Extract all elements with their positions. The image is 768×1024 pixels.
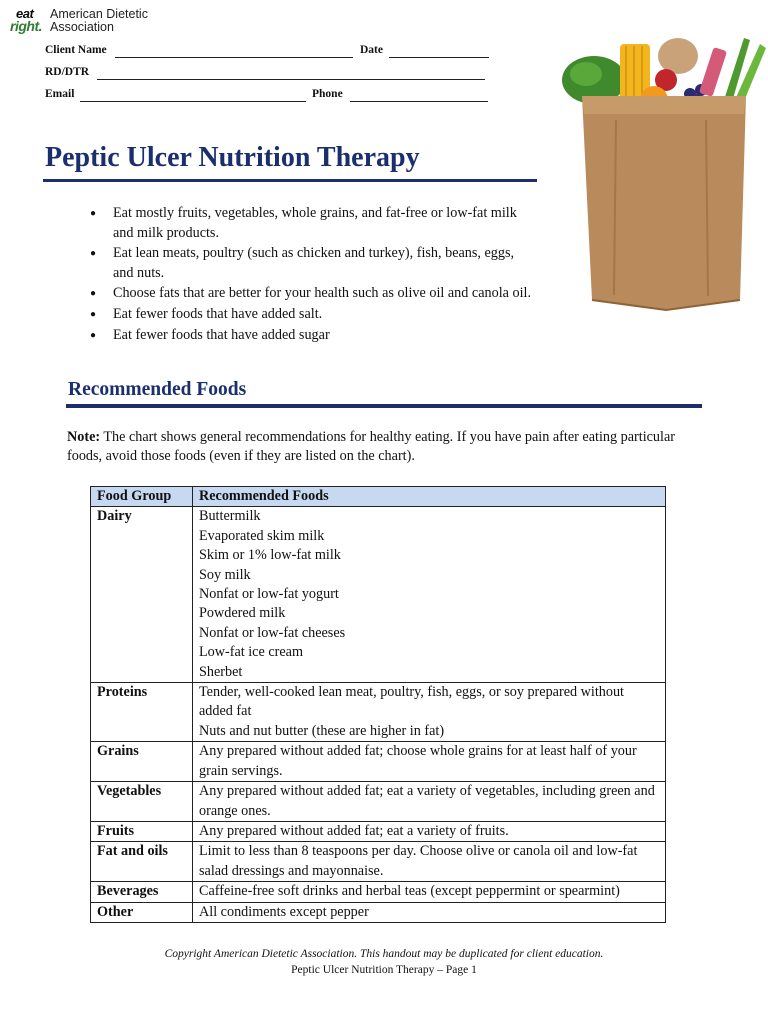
list-item: ● Eat fewer foods that have added sugar <box>88 326 536 346</box>
date-field[interactable] <box>389 57 489 58</box>
phone-field[interactable] <box>350 101 488 102</box>
copyright-notice: Copyright American Dietetic Association. This handout may be duplicated for client education. <box>164 948 604 960</box>
section-heading: Recommended Foods <box>68 379 247 400</box>
guideline-list <box>88 204 536 346</box>
ada-logo <box>10 8 170 38</box>
note-text: The chart shows general recommendations for healthy eating. If you have pain after eating particular foods, avoid those foods (even if they are listed on the chart). <box>67 429 675 464</box>
list-item: ● Choose fats that are better for your health such as olive oil and canola oil. <box>88 284 536 304</box>
food-group-cell: Beverages <box>91 882 193 902</box>
phone-label: Phone <box>312 88 343 100</box>
food-item: Nonfat or low-fat yogurt <box>199 586 339 603</box>
section-divider <box>66 404 702 408</box>
logo-right-text: right. <box>10 18 42 34</box>
food-group-cell: Proteins <box>91 683 193 742</box>
logo-org-name <box>50 8 148 34</box>
food-item: Skim or 1% low-fat milk <box>199 547 341 564</box>
client-name-field[interactable] <box>115 57 353 58</box>
recommended-foods-cell <box>193 683 666 742</box>
recommended-foods-cell <box>193 902 666 922</box>
food-group-cell: Fruits <box>91 821 193 841</box>
page-number-label: Peptic Ulcer Nutrition Therapy – Page 1 <box>291 964 477 976</box>
rd-dtr-field[interactable] <box>97 79 485 80</box>
food-item: Buttermilk <box>199 508 261 525</box>
table-row <box>91 882 666 902</box>
column-header-food-group: Food Group <box>91 487 193 507</box>
recommended-foods-cell <box>193 882 666 902</box>
grocery-bag-image <box>556 30 768 320</box>
list-item: ● Eat mostly fruits, vegetables, whole grains, and fat-free or low-fat milk and milk products. <box>88 204 536 243</box>
page-title: Peptic Ulcer Nutrition Therapy <box>45 142 420 173</box>
recommended-foods-cell <box>193 842 666 882</box>
table-row <box>91 842 666 882</box>
note-paragraph <box>67 428 687 466</box>
food-item: All condiments except pepper <box>199 903 369 920</box>
food-group-cell: Grains <box>91 742 193 782</box>
food-group-cell: Fat and oils <box>91 842 193 882</box>
list-item: ● Eat fewer foods that have added salt. <box>88 305 536 325</box>
paper-bag-body <box>582 96 746 310</box>
logo-eat-text: eat <box>16 6 34 21</box>
bread-icon <box>658 38 698 74</box>
food-item: Caffeine-free soft drinks and herbal teas (except peppermint or spearmint) <box>199 883 620 900</box>
food-item: Limit to less than 8 teaspoons per day. Choose olive or canola oil and low-fat salad dressings and mayonnaise. <box>199 843 638 879</box>
recommended-foods-cell <box>193 742 666 782</box>
food-group-cell: Dairy <box>91 507 193 683</box>
logo-org-line2: Association <box>50 20 114 34</box>
table-header-row <box>91 487 666 507</box>
recommended-foods-table <box>90 486 666 923</box>
page-footer <box>0 946 768 978</box>
email-label: Email <box>45 88 75 100</box>
recommended-foods-cell <box>193 821 666 841</box>
food-item: Nuts and nut butter (these are higher in fat) <box>199 722 445 739</box>
eat-right-logo-mark <box>10 8 42 32</box>
food-item: Tender, well-cooked lean meat, poultry, fish, eggs, or soy prepared without added fat <box>199 684 624 720</box>
rhubarb-icon <box>699 47 727 97</box>
list-item: ● Eat lean meats, poultry (such as chicken and turkey), fish, beans, eggs, and nuts. <box>88 244 536 283</box>
food-item: Nonfat or low-fat cheeses <box>199 624 346 641</box>
rd-dtr-label: RD/DTR <box>45 66 90 78</box>
logo-org-line1: American Dietetic <box>50 7 148 21</box>
food-item: Powdered milk <box>199 605 286 622</box>
table-row <box>91 507 666 683</box>
food-item: Any prepared without added fat; choose whole grains for at least half of your grain servings. <box>199 743 637 779</box>
food-group-cell: Vegetables <box>91 782 193 822</box>
food-group-cell: Other <box>91 902 193 922</box>
food-item: Soy milk <box>199 566 251 583</box>
table-row <box>91 902 666 922</box>
food-item: Low-fat ice cream <box>199 644 303 661</box>
food-item: Any prepared without added fat; eat a variety of vegetables, including green and orange ones. <box>199 783 655 819</box>
email-field[interactable] <box>80 101 306 102</box>
title-divider <box>43 179 537 182</box>
table-row <box>91 821 666 841</box>
recommended-foods-cell <box>193 507 666 683</box>
recommended-foods-cell <box>193 782 666 822</box>
date-label: Date <box>360 44 383 56</box>
column-header-recommended-foods: Recommended Foods <box>193 487 666 507</box>
food-item: Any prepared without added fat; eat a variety of fruits. <box>199 822 509 839</box>
table-row <box>91 742 666 782</box>
table-row <box>91 683 666 742</box>
client-name-label: Client Name <box>45 44 107 56</box>
food-item: Sherbet <box>199 663 243 680</box>
table-row <box>91 782 666 822</box>
food-item: Evaporated skim milk <box>199 527 325 544</box>
note-label: Note: <box>67 429 101 445</box>
